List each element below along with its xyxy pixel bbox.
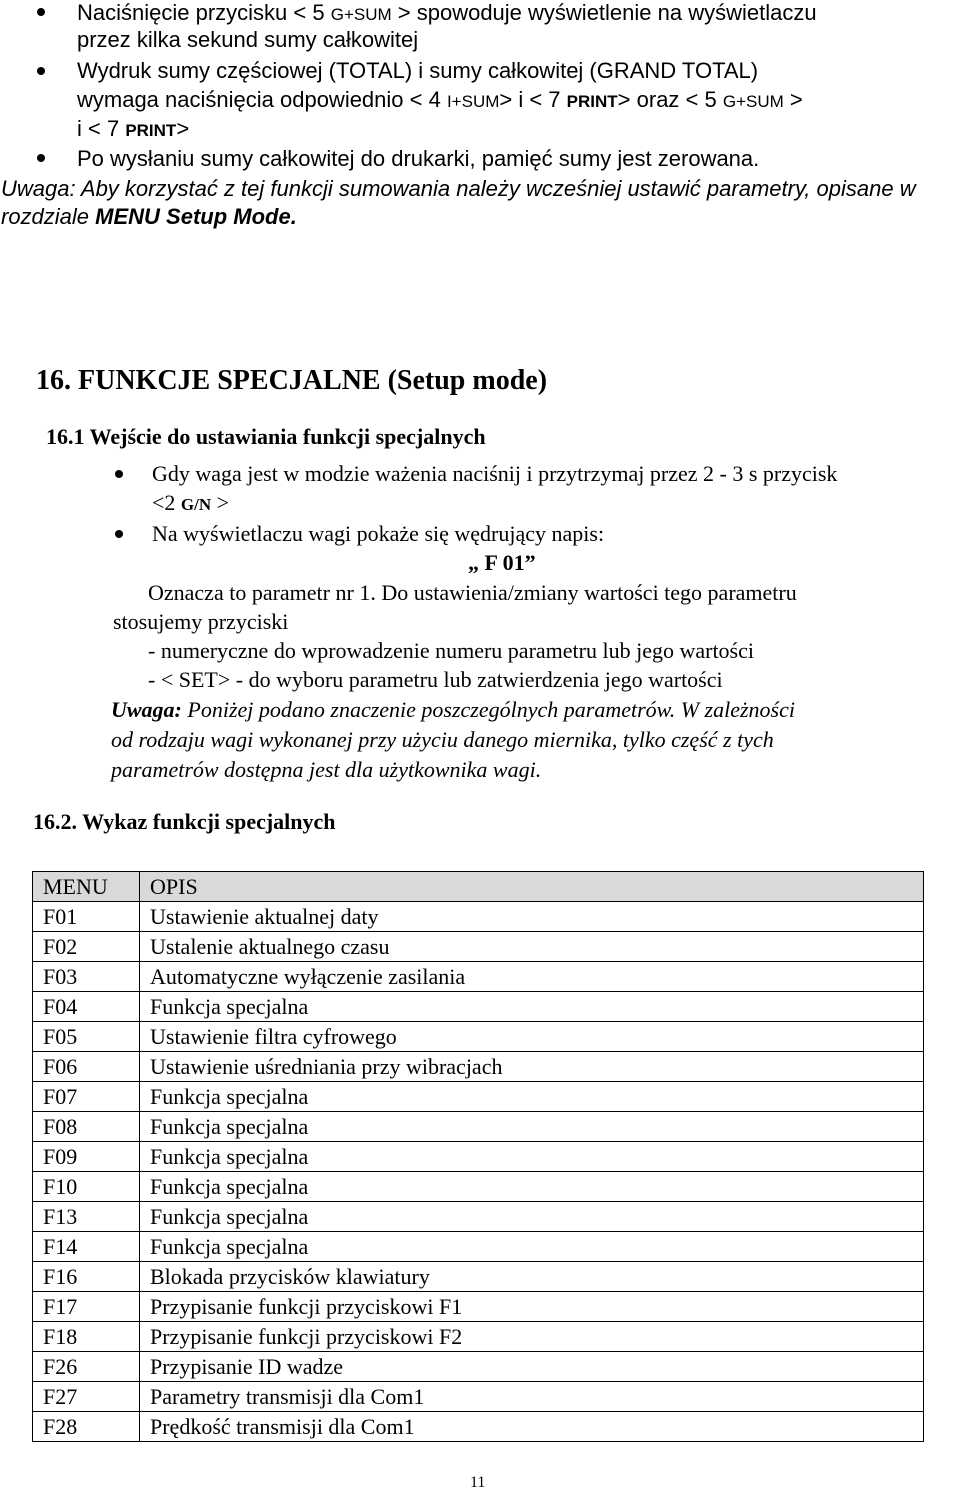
- note-text: parametrów dostępna jest dla użytkownika wagi.: [111, 757, 542, 782]
- menu-code-cell: F14: [33, 1232, 140, 1262]
- table-row: [33, 1412, 924, 1442]
- text-segment: i < 7: [77, 116, 126, 141]
- text-segment: <2: [152, 490, 181, 515]
- bullet-point: [37, 8, 45, 16]
- paragraph-text: - < SET> - do wyboru parametru lub zatwierdzenia jego wartości: [148, 667, 723, 692]
- bullet-text-grand-sum-display: [77, 0, 817, 28]
- menu-code-cell: F18: [33, 1322, 140, 1352]
- description-cell: Blokada przycisków klawiatury: [140, 1262, 924, 1292]
- description-cell: Ustawienie uśredniania przy wibracjach: [140, 1052, 924, 1082]
- menu-code-cell: F02: [33, 932, 140, 962]
- description-cell: Funkcja specjalna: [140, 1142, 924, 1172]
- text-segment: wymaga naciśnięcia odpowiednio < 4: [77, 87, 447, 112]
- note-link-text: MENU Setup Mode.: [95, 204, 297, 229]
- bullet-text-sum-reset: Po wysłaniu sumy całkowitej do drukarki, pamięć sumy jest zerowana.: [77, 146, 760, 171]
- text-segment: > spowoduje wyświetlenie na wyświetlaczu: [391, 0, 817, 25]
- menu-code-cell: F08: [33, 1112, 140, 1142]
- table-row: [33, 1292, 924, 1322]
- bullet-text-line: [77, 87, 803, 115]
- description-cell: Ustawienie aktualnej daty: [140, 902, 924, 932]
- menu-code-cell: F17: [33, 1292, 140, 1322]
- bullet-text-total-print: Wydruk sumy częściowej (TOTAL) i sumy całkowitej (GRAND TOTAL): [77, 58, 759, 83]
- subsection-heading: 16.1 Wejście do ustawiania funkcji specjalnych: [46, 424, 486, 449]
- key-label: G+SUM: [722, 92, 784, 111]
- column-header-menu: MENU: [33, 872, 140, 902]
- table-row: [33, 1232, 924, 1262]
- table-row: [33, 1052, 924, 1082]
- bullet-point: [37, 67, 45, 75]
- bullet-text-line: [77, 116, 189, 144]
- table-row: [33, 1202, 924, 1232]
- paragraph-text: - numeryczne do wprowadzenie numeru parametru lub jego wartości: [148, 638, 754, 663]
- paragraph-text: stosujemy przyciski: [113, 609, 289, 634]
- bullet-point: [37, 154, 45, 162]
- page-number: 11: [470, 1474, 486, 1491]
- table-row: [33, 1322, 924, 1352]
- table-row: [33, 1172, 924, 1202]
- description-cell: Funkcja specjalna: [140, 1112, 924, 1142]
- note-text: od rodzaju wagi wykonanej przy użyciu danego miernika, tylko część z tych: [111, 727, 774, 752]
- table-row: [33, 1382, 924, 1412]
- table-row: [33, 902, 924, 932]
- menu-code-cell: F13: [33, 1202, 140, 1232]
- menu-code-cell: F10: [33, 1172, 140, 1202]
- text-segment: >: [783, 87, 803, 112]
- menu-code-cell: F28: [33, 1412, 140, 1442]
- bullet-text-enter-setup: Gdy waga jest w modzie ważenia naciśnij i przytrzymaj przez 2 - 3 s przycisk: [152, 461, 838, 486]
- subsection-heading: 16.2. Wykaz funkcji specjalnych: [33, 809, 336, 834]
- description-cell: Przypisanie funkcji przyciskowi F1: [140, 1292, 924, 1322]
- key-label: PRINT: [566, 92, 618, 111]
- description-cell: Przypisanie funkcji przyciskowi F2: [140, 1322, 924, 1352]
- text-segment: >: [211, 490, 230, 515]
- table-row: [33, 1352, 924, 1382]
- table-row: [33, 1082, 924, 1112]
- table-row: [33, 1262, 924, 1292]
- table-row: [33, 932, 924, 962]
- bullet-point: [115, 530, 123, 538]
- table-row: [33, 1022, 924, 1052]
- key-label: G/N: [180, 495, 212, 514]
- text-segment: rozdziale: [1, 204, 96, 229]
- table-header-row: [33, 872, 924, 902]
- text-segment: > i < 7: [499, 87, 567, 112]
- note-text: Uwaga: Aby korzystać z tej funkcji sumowania należy wcześniej ustawić parametry, opisane w: [1, 176, 916, 201]
- text-segment: Poniżej podano znaczenie poszczególnych parametrów. W zależności: [181, 697, 795, 722]
- text-segment: > oraz < 5: [617, 87, 723, 112]
- description-cell: Ustalenie aktualnego czasu: [140, 932, 924, 962]
- menu-code-cell: F26: [33, 1352, 140, 1382]
- table-row: [33, 992, 924, 1022]
- table-row: [33, 1142, 924, 1172]
- bullet-text-display: Na wyświetlaczu wagi pokaże się wędrujący napis:: [152, 521, 605, 546]
- description-cell: Prędkość transmisji dla Com1: [140, 1412, 924, 1442]
- key-label: I+SUM: [446, 92, 500, 111]
- description-cell: Funkcja specjalna: [140, 1172, 924, 1202]
- note-text: [111, 697, 795, 723]
- text-segment: Naciśnięcie przycisku < 5: [77, 0, 331, 25]
- bullet-text-line: [152, 490, 229, 518]
- description-cell: Ustawienie filtra cyfrowego: [140, 1022, 924, 1052]
- section-heading: 16. FUNKCJE SPECJALNE (Setup mode): [36, 365, 548, 396]
- description-cell: Funkcja specjalna: [140, 1082, 924, 1112]
- bullet-text-line: przez kilka sekund sumy całkowitej: [77, 27, 419, 52]
- menu-code-cell: F07: [33, 1082, 140, 1112]
- paragraph-text: Oznacza to parametr nr 1. Do ustawienia/zmiany wartości tego parametru: [148, 580, 797, 605]
- description-cell: Funkcja specjalna: [140, 992, 924, 1022]
- note-text: [1, 204, 297, 230]
- menu-code-cell: F27: [33, 1382, 140, 1412]
- note-label: Uwaga:: [111, 697, 182, 722]
- menu-code-cell: F03: [33, 962, 140, 992]
- description-cell: Automatyczne wyłączenie zasilania: [140, 962, 924, 992]
- key-label: G+SUM: [330, 5, 392, 24]
- table-row: [33, 962, 924, 992]
- description-cell: Funkcja specjalna: [140, 1232, 924, 1262]
- menu-code-cell: F01: [33, 902, 140, 932]
- menu-code-cell: F05: [33, 1022, 140, 1052]
- display-message: „ F 01”: [468, 550, 536, 575]
- description-cell: Przypisanie ID wadze: [140, 1352, 924, 1382]
- column-header-description: OPIS: [140, 872, 924, 902]
- table-row: [33, 1112, 924, 1142]
- menu-code-cell: F06: [33, 1052, 140, 1082]
- description-cell: Parametry transmisji dla Com1: [140, 1382, 924, 1412]
- text-segment: >: [176, 116, 190, 141]
- menu-code-cell: F04: [33, 992, 140, 1022]
- table-body: [33, 902, 924, 1442]
- special-functions-table: [32, 871, 924, 1442]
- menu-code-cell: F09: [33, 1142, 140, 1172]
- key-label: PRINT: [125, 121, 177, 140]
- menu-code-cell: F16: [33, 1262, 140, 1292]
- bullet-point: [115, 470, 123, 478]
- description-cell: Funkcja specjalna: [140, 1202, 924, 1232]
